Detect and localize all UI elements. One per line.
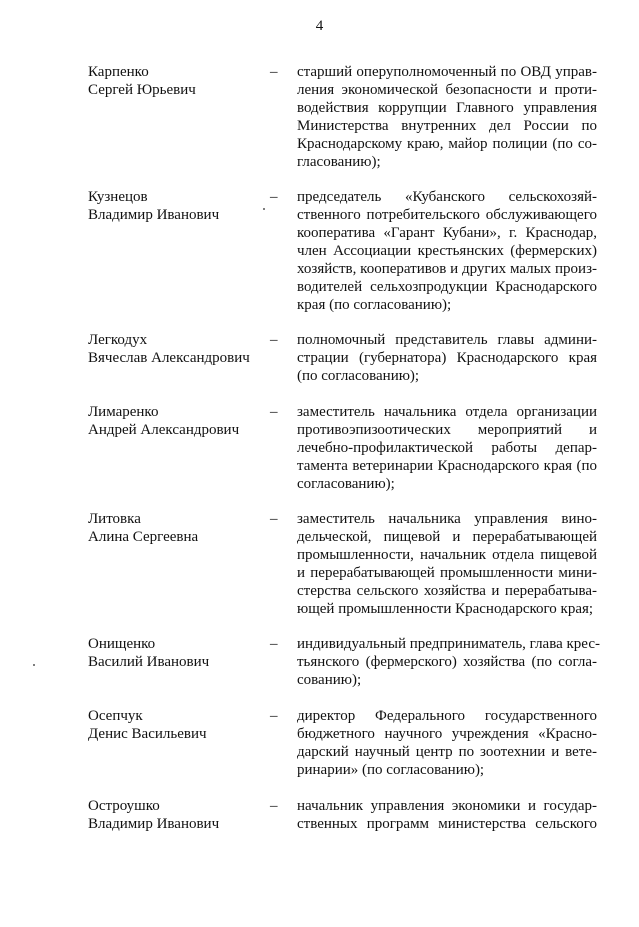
member-surname: Лимаренко [88,404,159,420]
position-line: дарский научный центр по зоотехнии и вете- [297,744,597,760]
position-line: ющей промышленности Краснодарского края; [297,601,594,617]
member-name [88,63,268,99]
position-line: начальник управления экономики и государ- [297,798,597,814]
member-position [297,510,597,618]
member-surname: Осепчук [88,708,143,724]
position-line: гласованию); [297,154,381,170]
position-line: лечебно-профилактической работы депар- [297,440,597,456]
position-line: заместитель начальника отдела организации [297,404,597,420]
member-entry [0,188,639,318]
position-line: Краснодарскому краю, майор полиции (по со- [297,136,597,152]
member-entry [0,63,639,193]
scan-speck [33,664,35,666]
member-name [88,797,268,833]
member-position [297,331,597,385]
position-line: индивидуальный предприниматель, глава крес- [297,636,600,652]
member-surname: Остроушко [88,798,160,814]
position-line: сованию); [297,672,362,688]
position-line: ственных программ министерства сельского [297,816,597,832]
position-line: противоэпизоотических мероприятий и [297,422,597,438]
dash-separator: – [270,511,278,527]
position-line: председатель «Кубанского сельскохозяй- [297,189,597,205]
position-line: и перерабатывающей промышленности мини- [297,565,597,581]
member-name [88,403,268,439]
member-name [88,510,268,546]
member-position [297,707,597,779]
position-line: хозяйств, кооперативов и других малых произ- [297,261,597,277]
member-surname: Кузнецов [88,189,148,205]
position-line: ринарии» (по согласованию); [297,762,485,778]
position-line: водействия коррупции Главного управления [297,100,597,116]
position-line: согласованию); [297,476,395,492]
member-surname: Легкодух [88,332,148,348]
position-line: Министерства внутренних дел России по [297,118,597,134]
member-name [88,707,268,743]
member-given-names: Владимир Иванович [88,207,220,223]
page-number: 4 [315,18,324,34]
position-line: ления экономической безопасности и проти- [297,82,597,98]
member-surname: Литовка [88,511,141,527]
member-name [88,635,268,671]
member-entry [0,797,639,927]
member-given-names: Владимир Иванович [88,816,220,832]
position-line: промышленности, начальник отдела пищевой [297,547,597,563]
position-line: ственного потребительского обслуживающего [297,207,597,223]
member-given-names: Алина Сергеевна [88,529,199,545]
member-surname: Карпенко [88,64,149,80]
member-name [88,331,268,367]
member-name [88,188,268,224]
member-given-names: Сергей Юрьевич [88,82,196,98]
position-line: старший оперуполномоченный по ОВД управ- [297,64,597,80]
dash-separator: – [270,636,278,652]
position-line: тамента ветеринарии Краснодарского края (по [297,458,597,474]
dash-separator: – [270,708,278,724]
dash-separator: – [270,189,278,205]
position-line: полномочный представитель главы админи- [297,332,597,348]
position-line: директор Федерального государственного [297,708,597,724]
member-position [297,635,600,689]
member-given-names: Андрей Александрович [88,422,240,438]
position-line: страции (губернатора) Краснодарского края [297,350,597,366]
dash-separator: – [270,332,278,348]
position-line: (по согласованию); [297,368,420,384]
member-given-names: Денис Васильевич [88,726,207,742]
dash-separator: – [270,798,278,814]
dash-separator: – [270,404,278,420]
member-entry [0,510,639,640]
position-line: дельческой, пищевой и перерабатывающей [297,529,597,545]
position-line: заместитель начальника управления вино- [297,511,597,527]
position-line: тьянского (фермерского) хозяйства (по согла- [297,654,597,670]
scan-speck [263,208,265,210]
member-position [297,403,597,493]
member-position [297,188,597,314]
member-given-names: Вячеслав Александрович [88,350,250,366]
position-line: кооператива «Гарант Кубани», г. Краснодар, [297,225,597,241]
member-position [297,63,597,171]
member-given-names: Василий Иванович [88,654,210,670]
position-line: стерства сельского хозяйства и перерабатыва- [297,583,597,599]
position-line: водителей сельхозпродукции Краснодарского [297,279,597,295]
position-line: бюджетного научного учреждения «Красно- [297,726,597,742]
position-line: член Ассоциации крестьянских (фермерских) [297,243,597,259]
member-surname: Онищенко [88,636,156,652]
position-line: края (по согласованию); [297,297,452,313]
member-position [297,797,597,833]
dash-separator: – [270,64,278,80]
